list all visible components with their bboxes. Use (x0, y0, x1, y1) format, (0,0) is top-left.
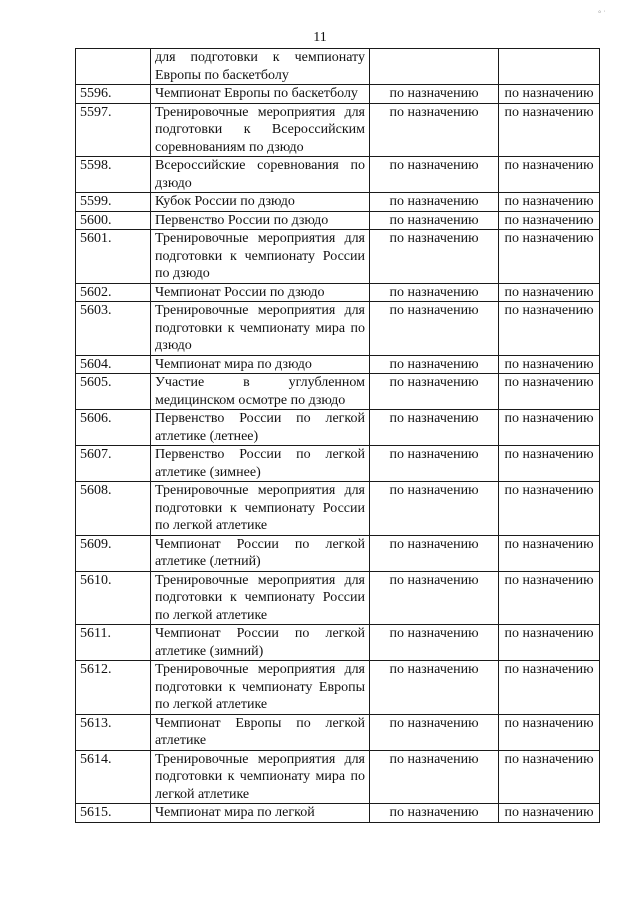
row-number: 5598. (76, 157, 151, 193)
row-number: 5599. (76, 193, 151, 212)
table-row (76, 85, 600, 104)
table-row (76, 283, 600, 302)
assignment-cell: по назначению (499, 714, 600, 750)
assignment-cell: по назначению (499, 535, 600, 571)
table-body (76, 49, 600, 823)
row-number: 5606. (76, 410, 151, 446)
table-row (76, 482, 600, 536)
event-name: Тренировочные мероприятия для подготовки к чемпионату России по легкой атлетике (151, 571, 370, 625)
assignment-cell: по назначению (499, 410, 600, 446)
assignment-cell: по назначению (370, 482, 499, 536)
assignment-cell: по назначению (499, 103, 600, 157)
table-row (76, 571, 600, 625)
events-table (75, 48, 600, 823)
event-name: Чемпионат мира по дзюдо (151, 355, 370, 374)
table-row (76, 230, 600, 284)
row-number: 5607. (76, 446, 151, 482)
assignment-cell: по назначению (370, 302, 499, 356)
row-number: 5603. (76, 302, 151, 356)
table-row (76, 446, 600, 482)
assignment-cell: по назначению (499, 482, 600, 536)
row-number: 5614. (76, 750, 151, 804)
event-name: Тренировочные мероприятия для подготовки к Всероссийским соревнованиям по дзюдо (151, 103, 370, 157)
assignment-cell: по назначению (499, 446, 600, 482)
assignment-cell: по назначению (499, 211, 600, 230)
assignment-cell: по назначению (499, 750, 600, 804)
assignment-cell: по назначению (499, 661, 600, 715)
event-name: Чемпионат мира по легкой (151, 804, 370, 823)
assignment-cell: по назначению (370, 230, 499, 284)
assignment-cell: по назначению (499, 374, 600, 410)
event-name: Первенство России по легкой атлетике (летнее) (151, 410, 370, 446)
row-number: 5604. (76, 355, 151, 374)
event-name: Всероссийские соревнования по дзюдо (151, 157, 370, 193)
assignment-cell: по назначению (370, 157, 499, 193)
assignment-cell: по назначению (370, 661, 499, 715)
table-row (76, 410, 600, 446)
assignment-cell: по назначению (499, 157, 600, 193)
row-number: 5608. (76, 482, 151, 536)
scan-mark: ° ˙ (598, 9, 606, 18)
table-row (76, 625, 600, 661)
assignment-cell: по назначению (499, 625, 600, 661)
assignment-cell: по назначению (370, 625, 499, 661)
table-row (76, 302, 600, 356)
table-row (76, 49, 600, 85)
assignment-cell: по назначению (370, 211, 499, 230)
assignment-cell: по назначению (370, 446, 499, 482)
row-number: 5605. (76, 374, 151, 410)
row-number: 5601. (76, 230, 151, 284)
table-row (76, 661, 600, 715)
event-name: Первенство России по дзюдо (151, 211, 370, 230)
assignment-cell: по назначению (370, 193, 499, 212)
assignment-cell: по назначению (370, 355, 499, 374)
table-row (76, 193, 600, 212)
page-number: 11 (313, 30, 327, 45)
row-number (76, 49, 151, 85)
event-name: Тренировочные мероприятия для подготовки к чемпионату России по дзюдо (151, 230, 370, 284)
event-name: Чемпионат Европы по легкой атлетике (151, 714, 370, 750)
assignment-cell: по назначению (370, 750, 499, 804)
row-number: 5611. (76, 625, 151, 661)
table-row (76, 157, 600, 193)
table-row (76, 374, 600, 410)
assignment-cell: по назначению (370, 804, 499, 823)
table-row (76, 750, 600, 804)
assignment-cell: по назначению (370, 283, 499, 302)
row-number: 5613. (76, 714, 151, 750)
event-name: для подготовки к чемпионату Европы по баскетболу (151, 49, 370, 85)
row-number: 5600. (76, 211, 151, 230)
event-name: Тренировочные мероприятия для подготовки к чемпионату мира по легкой атлетике (151, 750, 370, 804)
table-row (76, 535, 600, 571)
row-number: 5610. (76, 571, 151, 625)
assignment-cell: по назначению (499, 804, 600, 823)
row-number: 5609. (76, 535, 151, 571)
row-number: 5602. (76, 283, 151, 302)
assignment-cell: по назначению (499, 571, 600, 625)
event-name: Тренировочные мероприятия для подготовки к чемпионату мира по дзюдо (151, 302, 370, 356)
row-number: 5596. (76, 85, 151, 104)
table-row (76, 804, 600, 823)
table-row (76, 714, 600, 750)
assignment-cell: по назначению (499, 85, 600, 104)
event-name: Чемпионат Европы по баскетболу (151, 85, 370, 104)
event-name: Чемпионат России по дзюдо (151, 283, 370, 302)
event-name: Кубок России по дзюдо (151, 193, 370, 212)
assignment-cell: по назначению (499, 283, 600, 302)
event-name: Тренировочные мероприятия для подготовки к чемпионату России по легкой атлетике (151, 482, 370, 536)
row-number: 5615. (76, 804, 151, 823)
assignment-cell (499, 49, 600, 85)
assignment-cell: по назначению (499, 193, 600, 212)
assignment-cell: по назначению (499, 355, 600, 374)
assignment-cell: по назначению (370, 103, 499, 157)
event-name: Тренировочные мероприятия для подготовки к чемпионату Европы по легкой атлетике (151, 661, 370, 715)
assignment-cell: по назначению (370, 535, 499, 571)
event-name: Чемпионат России по легкой атлетике (летний) (151, 535, 370, 571)
event-name: Первенство России по легкой атлетике (зимнее) (151, 446, 370, 482)
table-row (76, 211, 600, 230)
assignment-cell: по назначению (370, 410, 499, 446)
event-name: Участие в углубленном медицинском осмотре по дзюдо (151, 374, 370, 410)
assignment-cell (370, 49, 499, 85)
assignment-cell: по назначению (370, 714, 499, 750)
table-row (76, 103, 600, 157)
assignment-cell: по назначению (499, 230, 600, 284)
assignment-cell: по назначению (370, 85, 499, 104)
table-row (76, 355, 600, 374)
assignment-cell: по назначению (499, 302, 600, 356)
row-number: 5597. (76, 103, 151, 157)
row-number: 5612. (76, 661, 151, 715)
event-name: Чемпионат России по легкой атлетике (зимний) (151, 625, 370, 661)
assignment-cell: по назначению (370, 571, 499, 625)
assignment-cell: по назначению (370, 374, 499, 410)
